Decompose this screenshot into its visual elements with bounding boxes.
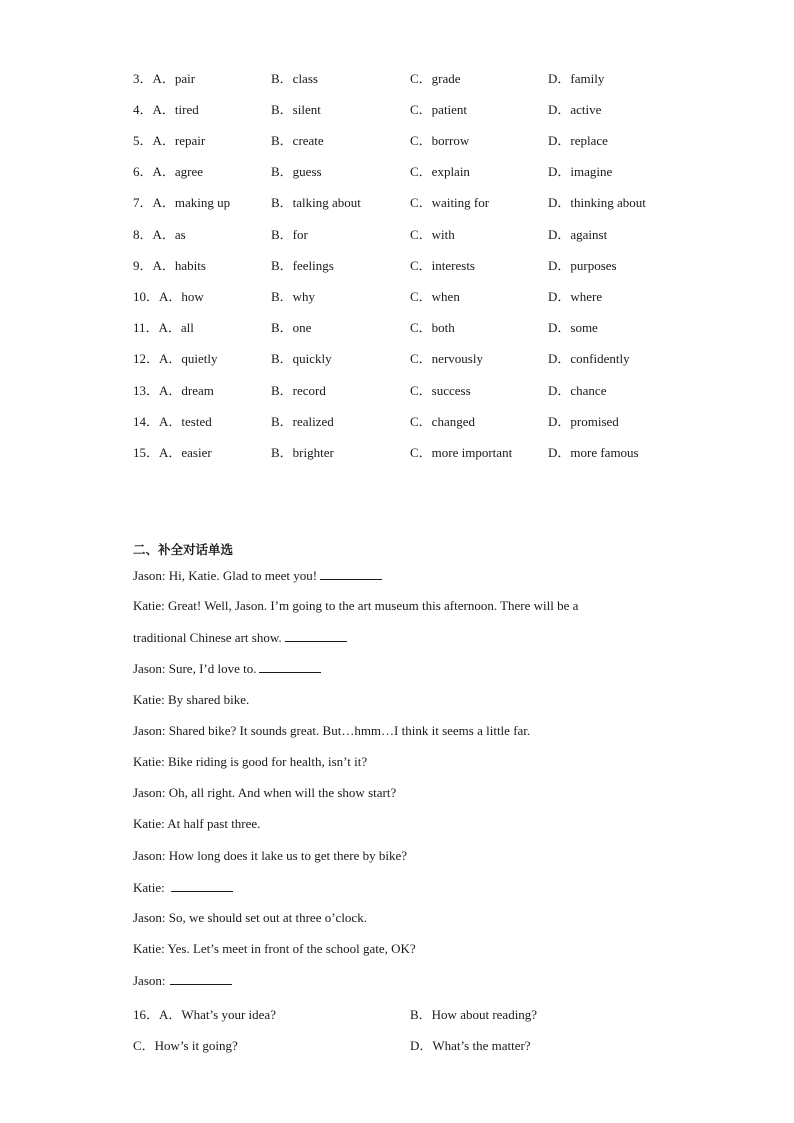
question-row-14	[133, 411, 693, 431]
answer-blank	[259, 660, 321, 673]
dialogue-text: Katie: By shared bike.	[133, 692, 250, 707]
option-a: 10．A．how	[133, 289, 204, 304]
question-row-13	[133, 380, 693, 400]
answer-blank	[170, 972, 232, 985]
option-b: B．one	[271, 320, 312, 335]
option-b: B．create	[271, 133, 324, 148]
option-a: 8．A．as	[133, 227, 186, 242]
dialogue-text: Jason:	[133, 973, 166, 988]
question-row-4	[133, 99, 693, 119]
dialogue-line	[133, 879, 233, 896]
option-a: 7．A．making up	[133, 195, 231, 210]
option-d: D．active	[548, 102, 602, 117]
dialogue-text: traditional Chinese art show.	[133, 630, 282, 645]
option-d: D．What’s the matter?	[410, 1038, 531, 1053]
answer-blank	[285, 629, 347, 642]
option-a: 6．A．agree	[133, 164, 204, 179]
option-a: 13．A．dream	[133, 383, 214, 398]
option-b: B．for	[271, 227, 308, 242]
option-b: B．quickly	[271, 351, 332, 366]
dialogue-text: Katie: Yes. Let’s meet in front of the school gate, OK?	[133, 941, 416, 956]
option-b: B．feelings	[271, 258, 334, 273]
question-row-8	[133, 224, 693, 244]
option-d: D．thinking about	[548, 195, 646, 210]
option-b: B．brighter	[271, 445, 334, 460]
option-d: D．more famous	[548, 445, 639, 460]
option-b: B．record	[271, 383, 326, 398]
question-row-5	[133, 130, 693, 150]
option-c: C．when	[410, 289, 460, 304]
option-c: C．changed	[410, 414, 475, 429]
option-d: D．family	[548, 71, 605, 86]
answer-blank	[320, 567, 382, 580]
option-b: B．How about reading?	[410, 1007, 538, 1022]
dialogue-text: Jason: How long does it lake us to get there by bike?	[133, 848, 408, 863]
dialogue-text: Jason: Hi, Katie. Glad to meet you!	[133, 568, 318, 583]
dialogue-line	[133, 785, 396, 801]
dialogue-line	[133, 848, 407, 864]
option-b: B．realized	[271, 414, 334, 429]
option-b: B．silent	[271, 102, 321, 117]
dialogue-line	[133, 629, 347, 646]
option-c: C．both	[410, 320, 455, 335]
option-a: 9．A．habits	[133, 258, 206, 273]
dialogue-text: Katie: Bike riding is good for health, isn’t it?	[133, 754, 368, 769]
option-b: B．talking about	[271, 195, 361, 210]
dialogue-line	[133, 972, 232, 989]
option-c: C．interests	[410, 258, 475, 273]
dialogue-text: Jason: Oh, all right. And when will the show start?	[133, 785, 397, 800]
dialogue-line	[133, 598, 578, 614]
option-c: C．borrow	[410, 133, 470, 148]
dialogue-line	[133, 816, 260, 832]
dialogue-line	[133, 660, 321, 677]
dialogue-line	[133, 692, 249, 708]
dialogue-text: Jason: Shared bike? It sounds great. But…hmm…I think it seems a little far.	[133, 723, 531, 738]
option-a: 15．A．easier	[133, 445, 212, 460]
dialogue-text: Katie: Great! Well, Jason. I’m going to the art museum this afternoon. There will be a	[133, 598, 579, 613]
option-c: C．grade	[410, 71, 461, 86]
option-d: D．chance	[548, 383, 607, 398]
option-a: 14．A．tested	[133, 414, 212, 429]
dialogue-text: Katie: At half past three.	[133, 816, 261, 831]
section-title: 二、补全对话单选	[133, 542, 234, 557]
question-row-12	[133, 348, 693, 368]
dialogue-text: Katie:	[133, 880, 165, 895]
question-row-11	[133, 317, 693, 337]
dialogue-text: Jason: So, we should set out at three o’clock.	[133, 910, 367, 925]
dialogue-text: Jason: Sure, I’d love to.	[133, 661, 257, 676]
option-d: D．some	[548, 320, 598, 335]
option-a: 5．A．repair	[133, 133, 206, 148]
dialogue-line	[133, 754, 367, 770]
option-c: C．more important	[410, 445, 513, 460]
option-c: C．nervously	[410, 351, 483, 366]
option-b: B．guess	[271, 164, 322, 179]
question-row-7	[133, 192, 693, 212]
question-row-10	[133, 286, 693, 306]
dialogue-line	[133, 910, 367, 926]
option-a: 3．A．pair	[133, 71, 196, 86]
option-c: C．success	[410, 383, 471, 398]
option-b: B．why	[271, 289, 316, 304]
answer-blank	[171, 879, 233, 892]
option-a: 16．A．What’s your idea?	[133, 1007, 276, 1022]
option-d: D．purposes	[548, 258, 617, 273]
option-a: 11．A．all	[133, 320, 194, 335]
option-d: D．where	[548, 289, 603, 304]
option-d: D．promised	[548, 414, 619, 429]
option-c: C．How’s it going?	[133, 1038, 238, 1053]
option-d: D．replace	[548, 133, 608, 148]
option-c: C．with	[410, 227, 455, 242]
option-d: D．confidently	[548, 351, 630, 366]
option-c: C．patient	[410, 102, 468, 117]
dialogue-line	[133, 723, 530, 739]
option-c: C．explain	[410, 164, 470, 179]
option-a: 4．A．tired	[133, 102, 199, 117]
option-a: 12．A．quietly	[133, 351, 218, 366]
option-c: C．waiting for	[410, 195, 490, 210]
option-d: D．imagine	[548, 164, 613, 179]
option-b: B．class	[271, 71, 318, 86]
dialogue-line	[133, 567, 382, 584]
option-d: D．against	[548, 227, 608, 242]
answer-row-16-cd	[133, 1035, 693, 1055]
question-row-3	[133, 68, 693, 88]
question-row-15	[133, 442, 693, 462]
answer-row-16	[133, 1004, 693, 1024]
dialogue-line	[133, 941, 416, 957]
question-row-9	[133, 255, 693, 275]
question-row-6	[133, 161, 693, 181]
